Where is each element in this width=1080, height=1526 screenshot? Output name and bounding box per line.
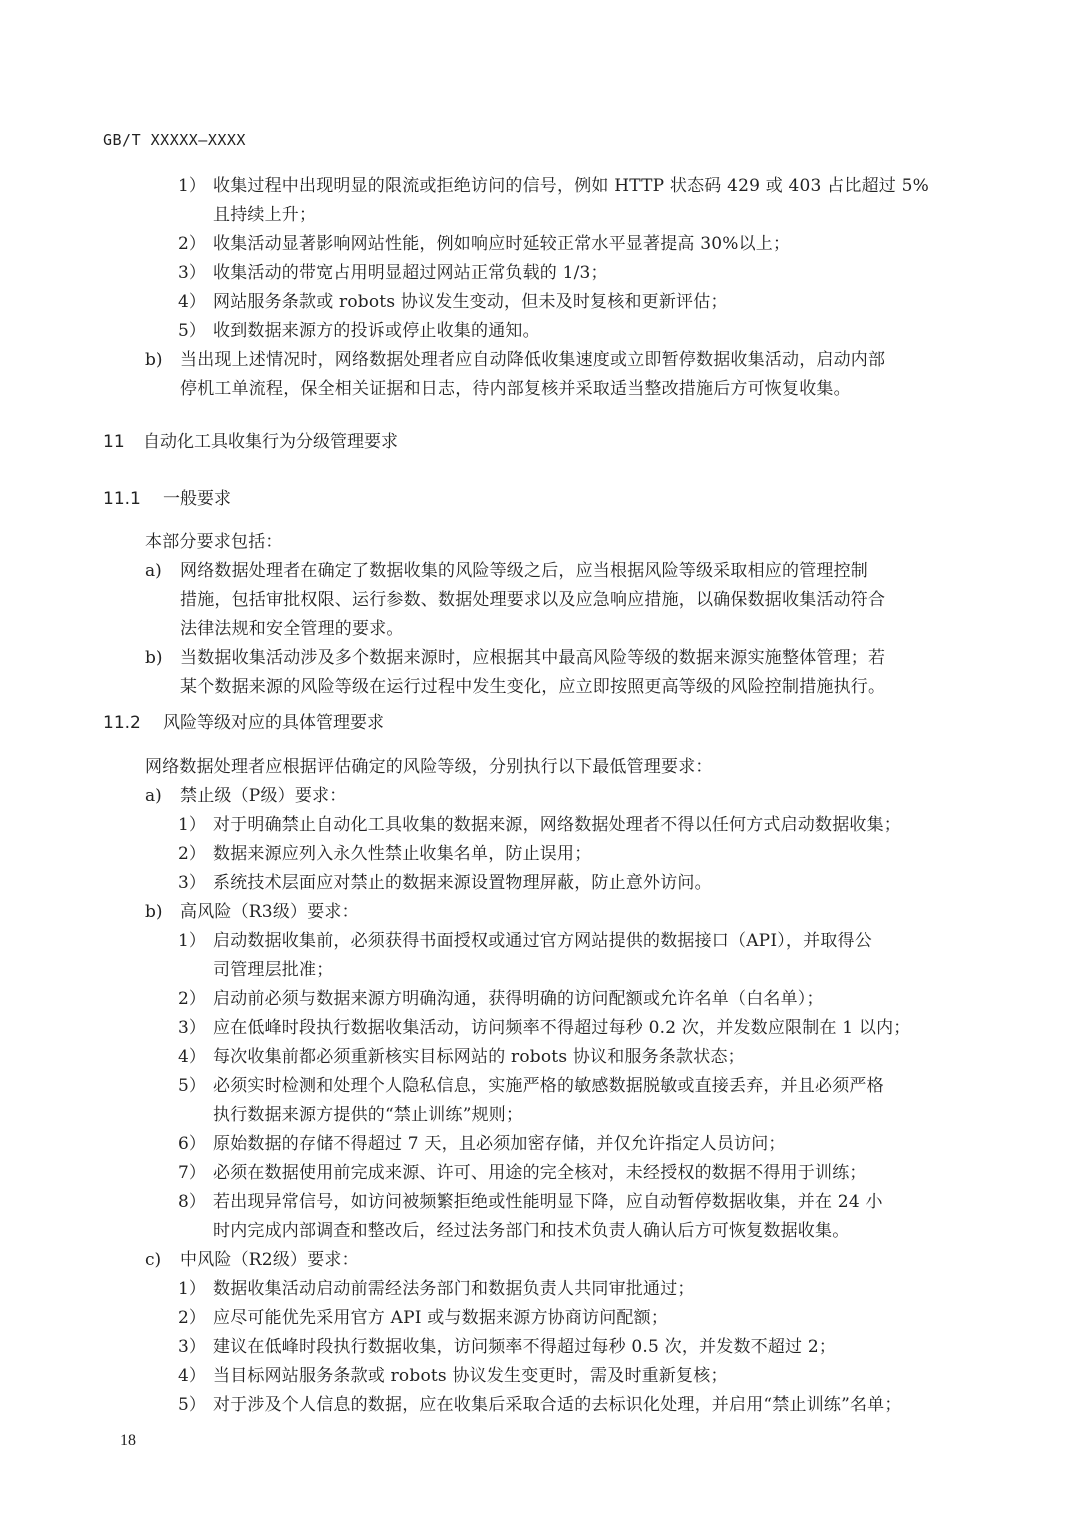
item-marker: c) xyxy=(145,1250,162,1270)
item-text: 应尽可能优先采用官方 API 或与数据来源方协商访问配额； xyxy=(213,1308,669,1328)
item-marker: 2） xyxy=(178,844,206,864)
item-text: 对于明确禁止自动化工具收集的数据来源，网络数据处理者不得以任何方式启动数据收集； xyxy=(213,815,901,835)
item-marker: 3） xyxy=(178,1018,206,1038)
section-number: 11.2 xyxy=(103,713,141,733)
item-text: 建议在低峰时段执行数据收集，访问频率不得超过每秒 0.5 次，并发数不超过 2； xyxy=(213,1337,837,1357)
item-text: 数据收集活动启动前需经法务部门和数据负责人共同审批通过； xyxy=(213,1279,695,1299)
paragraph: 网络数据处理者应根据评估确定的风险等级，分别执行以下最低管理要求： xyxy=(145,757,713,777)
item-text: 启动前必须与数据来源方明确沟通，获得明确的访问配额或允许名单（白名单）； xyxy=(213,989,824,1009)
item-marker: 6） xyxy=(178,1134,206,1154)
item-text: 收到数据来源方的投诉或停止收集的通知。 xyxy=(213,321,540,341)
subsection-heading xyxy=(103,713,384,733)
item-marker: 3） xyxy=(178,263,206,283)
item-marker: 2） xyxy=(178,1308,206,1328)
item-text: 高风险（R3级）要求： xyxy=(180,902,359,922)
item-text: 必须在数据使用前完成来源、许可、用途的完全核对，未经授权的数据不得用于训练； xyxy=(213,1163,867,1183)
item-text: 且持续上升； xyxy=(213,205,317,225)
item-text: 对于涉及个人信息的数据，应在收集后采取合适的去标识化处理，并启用“禁止训练”名单； xyxy=(213,1395,902,1415)
item-text: 必须实时检测和处理个人隐私信息，实施严格的敏感数据脱敏或直接丢弃，并且必须严格 xyxy=(213,1076,884,1096)
paragraph: 本部分要求包括： xyxy=(145,532,283,552)
item-marker: 5） xyxy=(178,1395,206,1415)
item-text: 某个数据来源的风险等级在运行过程中发生变化，应立即按照更高等级的风险控制措施执行。 xyxy=(180,677,886,697)
item-marker: 4） xyxy=(178,292,206,312)
item-marker: 1） xyxy=(178,815,206,835)
subsection-heading xyxy=(103,489,231,509)
item-text: 网站服务条款或 robots 协议发生变动，但未及时复核和更新评估； xyxy=(213,292,728,312)
item-text: 启动数据收集前，必须获得书面授权或通过官方网站提供的数据接口（API），并取得公 xyxy=(213,931,872,951)
item-text: 应在低峰时段执行数据收集活动，访问频率不得超过每秒 0.2 次，并发数应限制在 1 以内； xyxy=(213,1018,911,1038)
item-marker: 1） xyxy=(178,1279,206,1299)
item-text: 当出现上述情况时，网络数据处理者应自动降低收集速度或立即暂停数据收集活动，启动内部 xyxy=(180,350,886,370)
item-text: 若出现异常信号，如访问被频繁拒绝或性能明显下降，应自动暂停数据收集，并在 24 小 xyxy=(213,1192,883,1212)
item-marker: 1） xyxy=(178,931,206,951)
section-title: 一般要求 xyxy=(163,489,231,509)
item-marker: b) xyxy=(145,648,163,668)
item-text: 收集活动显著影响网站性能，例如响应时延较正常水平显著提高 30%以上； xyxy=(213,234,791,254)
section-title: 风险等级对应的具体管理要求 xyxy=(163,713,384,733)
item-text: 网络数据处理者在确定了数据收集的风险等级之后，应当根据风险等级采取相应的管理控制 xyxy=(180,561,868,581)
item-marker: a) xyxy=(145,786,162,806)
item-marker: b) xyxy=(145,902,163,922)
item-marker: 5） xyxy=(178,321,206,341)
item-marker: 7） xyxy=(178,1163,206,1183)
item-text: 停机工单流程，保全相关证据和日志，待内部复核并采取适当整改措施后方可恢复收集。 xyxy=(180,379,851,399)
item-text: 原始数据的存储不得超过 7 天，且必须加密存储，并仅允许指定人员访问； xyxy=(213,1134,786,1154)
item-marker: 2） xyxy=(178,234,206,254)
section-number: 11.1 xyxy=(103,489,141,509)
item-marker: b) xyxy=(145,350,163,370)
item-text: 执行数据来源方提供的“禁止训练”规则； xyxy=(213,1105,524,1125)
section-heading xyxy=(103,432,398,452)
item-marker: 4） xyxy=(178,1047,206,1067)
item-text: 禁止级（P级）要求： xyxy=(180,786,347,806)
item-text: 当数据收集活动涉及多个数据来源时，应根据其中最高风险等级的数据来源实施整体管理；若 xyxy=(180,648,886,668)
item-marker: 3） xyxy=(178,1337,206,1357)
item-text: 时内完成内部调查和整改后，经过法务部门和技术负责人确认后方可恢复数据收集。 xyxy=(213,1221,850,1241)
item-text: 每次收集前都必须重新核实目标网站的 robots 协议和服务条款状态； xyxy=(213,1047,745,1067)
section-title: 自动化工具收集行为分级管理要求 xyxy=(143,432,398,452)
item-text: 措施，包括审批权限、运行参数、数据处理要求以及应急响应措施，以确保数据收集活动符合 xyxy=(180,590,886,610)
item-text: 当目标网站服务条款或 robots 协议发生变更时，需及时重新复核； xyxy=(213,1366,728,1386)
item-text: 司管理层批准； xyxy=(213,960,334,980)
section-number: 11 xyxy=(103,432,125,452)
item-text: 中风险（R2级）要求： xyxy=(180,1250,359,1270)
item-text: 法律法规和安全管理的要求。 xyxy=(180,619,404,639)
item-marker: a) xyxy=(145,561,162,581)
item-marker: 8） xyxy=(178,1192,206,1212)
item-text: 收集过程中出现明显的限流或拒绝访问的信号，例如 HTTP 状态码 429 或 403 占比超过 5% xyxy=(213,176,929,196)
item-text: 系统技术层面应对禁止的数据来源设置物理屏蔽，防止意外访问。 xyxy=(213,873,712,893)
page-header: GB/T XXXXX—XXXX xyxy=(103,131,246,149)
item-marker: 3） xyxy=(178,873,206,893)
item-text: 数据来源应列入永久性禁止收集名单，防止误用； xyxy=(213,844,592,864)
item-marker: 2） xyxy=(178,989,206,1009)
item-marker: 1） xyxy=(178,176,206,196)
item-text: 收集活动的带宽占用明显超过网站正常负载的 1/3； xyxy=(213,263,608,283)
page-number: 18 xyxy=(120,1432,136,1449)
item-marker: 4） xyxy=(178,1366,206,1386)
item-marker: 5） xyxy=(178,1076,206,1096)
